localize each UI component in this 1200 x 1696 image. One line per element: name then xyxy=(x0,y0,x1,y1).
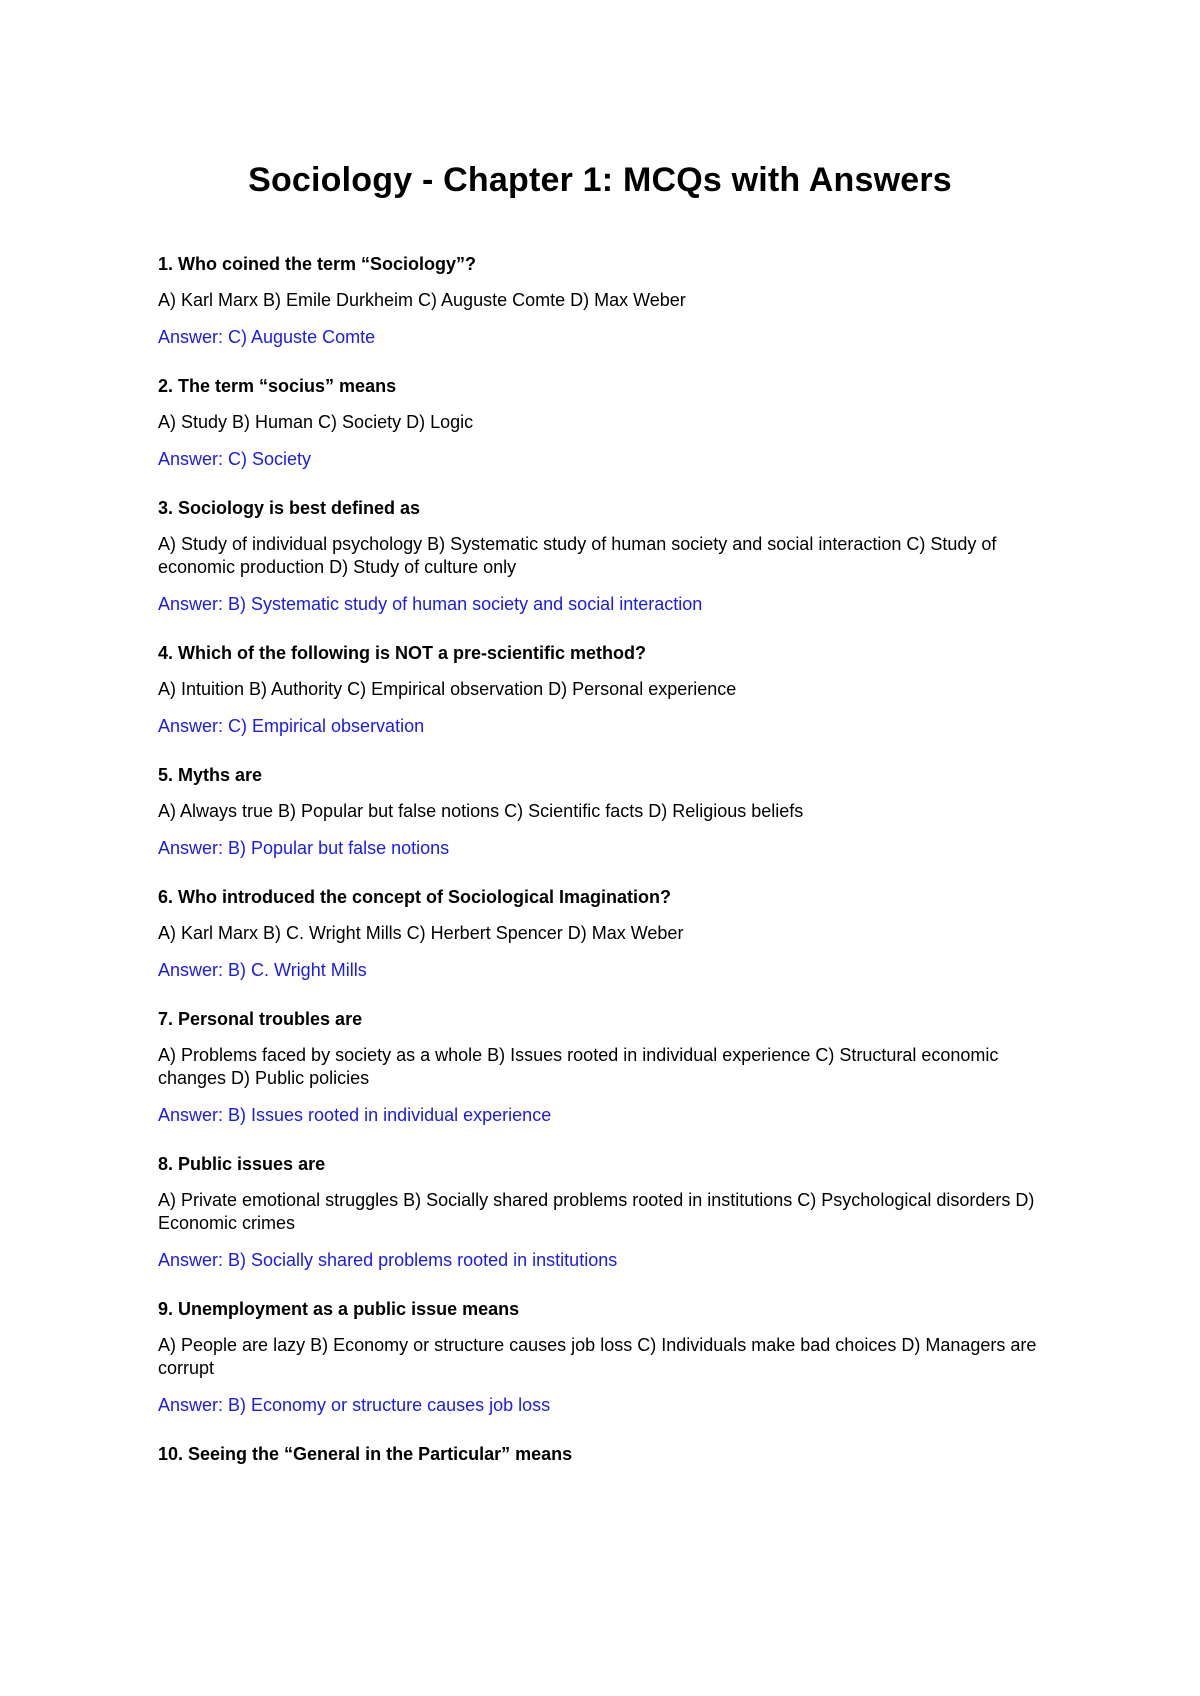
question-text: 8. Public issues are xyxy=(158,1154,326,1174)
question-options: A) Study of individual psychology B) Systematic study of human society and social interaction C) Study of economic production D) Study of culture only xyxy=(158,534,997,577)
question-answer: Answer: C) Empirical observation xyxy=(158,716,425,736)
question-options: A) Intuition B) Authority C) Empirical observation D) Personal experience xyxy=(158,679,737,699)
question-item-6 xyxy=(158,885,1038,982)
question-answer: Answer: B) Issues rooted in individual experience xyxy=(158,1105,552,1125)
question-text: 1. Who coined the term “Sociology”? xyxy=(158,254,477,274)
question-options: A) Problems faced by society as a whole B) Issues rooted in individual experience C) Structural economic changes D) Public policies xyxy=(158,1045,999,1088)
question-answer: Answer: C) Auguste Comte xyxy=(158,327,376,347)
question-item-2 xyxy=(158,374,1038,471)
question-options: A) Always true B) Popular but false notions C) Scientific facts D) Religious beliefs xyxy=(158,801,804,821)
question-text: 5. Myths are xyxy=(158,765,263,785)
question-text: 7. Personal troubles are xyxy=(158,1009,363,1029)
question-options: A) Karl Marx B) C. Wright Mills C) Herbert Spencer D) Max Weber xyxy=(158,923,684,943)
question-item-3 xyxy=(158,496,1038,616)
question-item-9 xyxy=(158,1297,1038,1417)
question-text: 9. Unemployment as a public issue means xyxy=(158,1299,520,1319)
question-answer: Answer: B) Popular but false notions xyxy=(158,838,450,858)
question-text: 6. Who introduced the concept of Sociological Imagination? xyxy=(158,887,672,907)
question-item-4 xyxy=(158,641,1038,738)
question-answer: Answer: B) Systematic study of human society and social interaction xyxy=(158,594,703,614)
question-item-10 xyxy=(158,1442,1038,1466)
question-item-7 xyxy=(158,1007,1038,1127)
question-options: A) People are lazy B) Economy or structure causes job loss C) Individuals make bad choices D) Managers are corrupt xyxy=(158,1335,1037,1378)
question-item-5 xyxy=(158,763,1038,860)
question-options: A) Private emotional struggles B) Socially shared problems rooted in institutions C) Psychological disorders D) Economic crimes xyxy=(158,1190,1035,1233)
question-text: 3. Sociology is best defined as xyxy=(158,498,421,518)
question-answer: Answer: B) C. Wright Mills xyxy=(158,960,367,980)
question-answer: Answer: B) Socially shared problems rooted in institutions xyxy=(158,1250,618,1270)
page-title: Sociology - Chapter 1: MCQs with Answers xyxy=(248,161,952,199)
question-text: 10. Seeing the “General in the Particular” means xyxy=(158,1444,573,1464)
question-options: A) Karl Marx B) Emile Durkheim C) Auguste Comte D) Max Weber xyxy=(158,290,686,310)
question-item-8 xyxy=(158,1152,1038,1272)
question-options: A) Study B) Human C) Society D) Logic xyxy=(158,412,474,432)
question-answer: Answer: B) Economy or structure causes job loss xyxy=(158,1395,551,1415)
question-list xyxy=(158,252,1038,1491)
question-text: 4. Which of the following is NOT a pre-scientific method? xyxy=(158,643,647,663)
question-text: 2. The term “socius” means xyxy=(158,376,397,396)
question-item-1 xyxy=(158,252,1038,349)
question-answer: Answer: C) Society xyxy=(158,449,312,469)
